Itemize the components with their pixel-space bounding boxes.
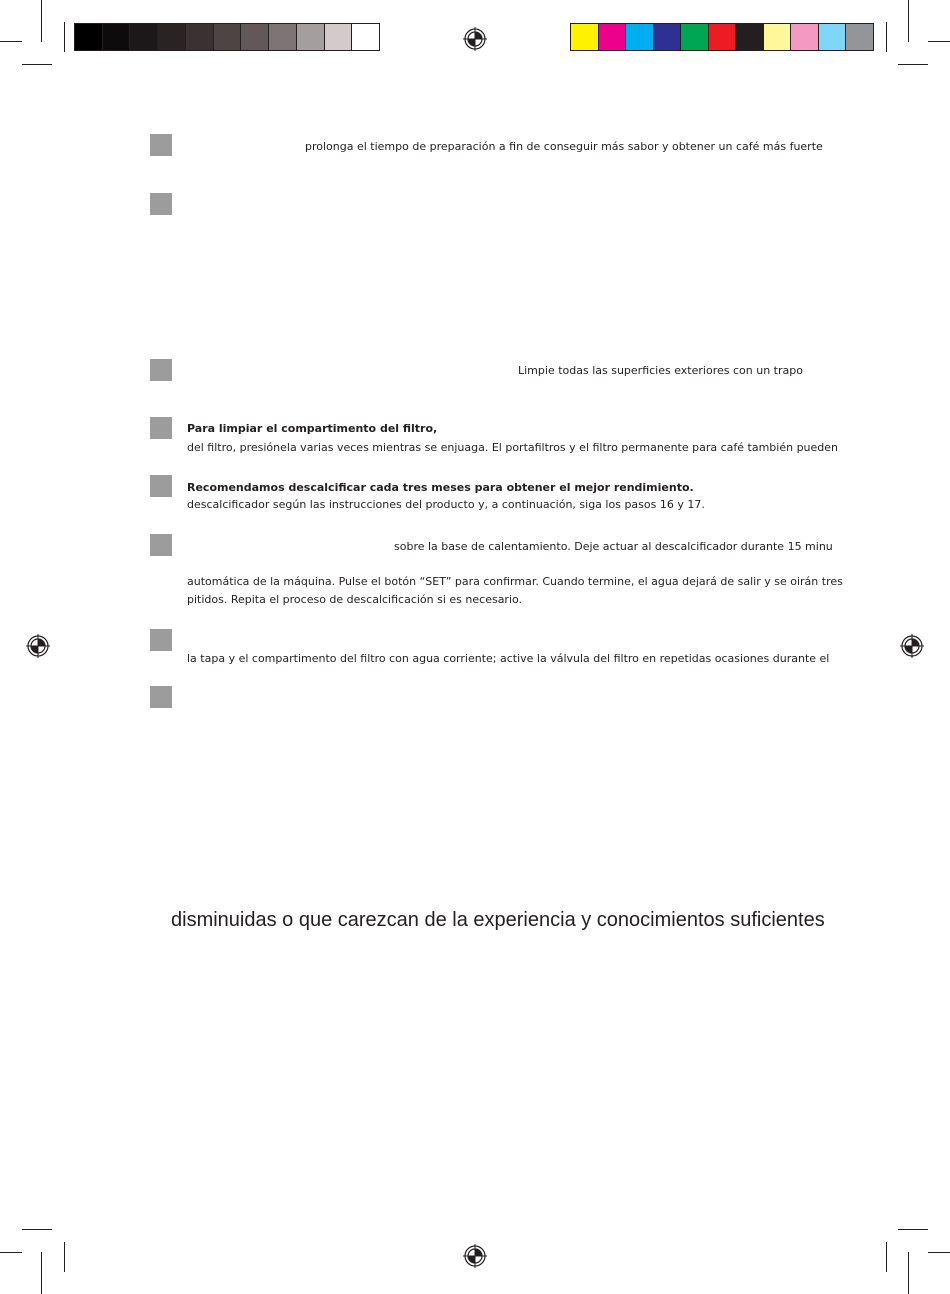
- color-swatch: [240, 24, 268, 50]
- crop-mark: [898, 64, 928, 65]
- warning-text: disminuidas o que carezcan de la experiencia y conocimientos suficientes: [171, 909, 825, 931]
- color-swatch: [790, 24, 818, 50]
- crop-mark: [908, 0, 909, 42]
- color-swatch: [653, 24, 681, 50]
- crop-mark: [0, 41, 22, 42]
- step-number-box: [150, 359, 172, 381]
- color-swatch: [708, 24, 736, 50]
- crop-mark: [64, 22, 65, 52]
- registration-target-icon: [463, 27, 487, 51]
- step-text: del filtro, presiónela varias veces mientras se enjuaga. El portafiltros y el filtro permanente para café también pueden: [187, 441, 839, 454]
- crop-mark: [886, 1242, 887, 1272]
- registration-target-icon: [900, 634, 924, 658]
- crop-mark: [928, 41, 950, 42]
- registration-target-icon: [463, 1244, 487, 1268]
- color-swatch: [845, 24, 873, 50]
- color-swatch: [213, 24, 241, 50]
- color-swatch: [735, 24, 763, 50]
- step-text: automática de la máquina. Pulse el botón “SET” para confirmar. Cuando termine, el agua dejará de salir y se oirán tres: [187, 575, 843, 588]
- crop-mark: [886, 22, 887, 52]
- step-text: prolonga el tiempo de preparación a fin de conseguir más sabor y obtener un café más fuerte: [305, 140, 823, 153]
- color-swatch: [818, 24, 846, 50]
- step-number-box: [150, 475, 172, 497]
- step-number-box: [150, 417, 172, 439]
- crop-mark: [928, 1252, 950, 1253]
- step-number-box: [150, 534, 172, 556]
- step-number-box: [150, 193, 172, 215]
- color-swatch: [102, 24, 130, 50]
- step-text: pitidos. Repita el proceso de descalcificación si es necesario.: [187, 593, 523, 606]
- color-swatch: [75, 24, 102, 50]
- crop-mark: [41, 0, 42, 42]
- step-text: descalcificador según las instrucciones del producto y, a continuación, siga los pasos 16 y 17.: [187, 498, 705, 511]
- step-text: sobre la base de calentamiento. Deje actuar al descalcificador durante 15 minu: [394, 540, 833, 553]
- color-swatch: [571, 24, 598, 50]
- color-swatch: [157, 24, 185, 50]
- color-swatch: [129, 24, 157, 50]
- registration-target-icon: [26, 634, 50, 658]
- color-swatch: [680, 24, 708, 50]
- color-swatch: [185, 24, 213, 50]
- color-swatch: [324, 24, 352, 50]
- step-heading: Para limpiar el compartimento del filtro,: [187, 422, 438, 435]
- crop-mark: [64, 1242, 65, 1272]
- color-swatch: [763, 24, 791, 50]
- step-number-box: [150, 629, 172, 651]
- gray-calibration-bar: [74, 23, 380, 51]
- color-swatch: [351, 24, 379, 50]
- color-swatch: [296, 24, 324, 50]
- crop-mark: [0, 1252, 22, 1253]
- crop-mark: [22, 1229, 52, 1230]
- color-swatch: [268, 24, 296, 50]
- step-text: Limpie todas las superficies exteriores con un trapo: [518, 364, 803, 377]
- step-number-box: [150, 686, 172, 708]
- color-swatch: [598, 24, 626, 50]
- step-number-box: [150, 134, 172, 156]
- crop-mark: [41, 1252, 42, 1294]
- color-calibration-bar: [570, 23, 874, 51]
- step-heading: Recomendamos descalcificar cada tres meses para obtener el mejor rendimiento.: [187, 481, 694, 494]
- crop-mark: [22, 64, 52, 65]
- step-text: la tapa y el compartimento del filtro con agua corriente; active la válvula del filtro en repetidas ocasiones durante el: [187, 652, 830, 665]
- crop-mark: [898, 1229, 928, 1230]
- color-swatch: [625, 24, 653, 50]
- crop-mark: [908, 1252, 909, 1294]
